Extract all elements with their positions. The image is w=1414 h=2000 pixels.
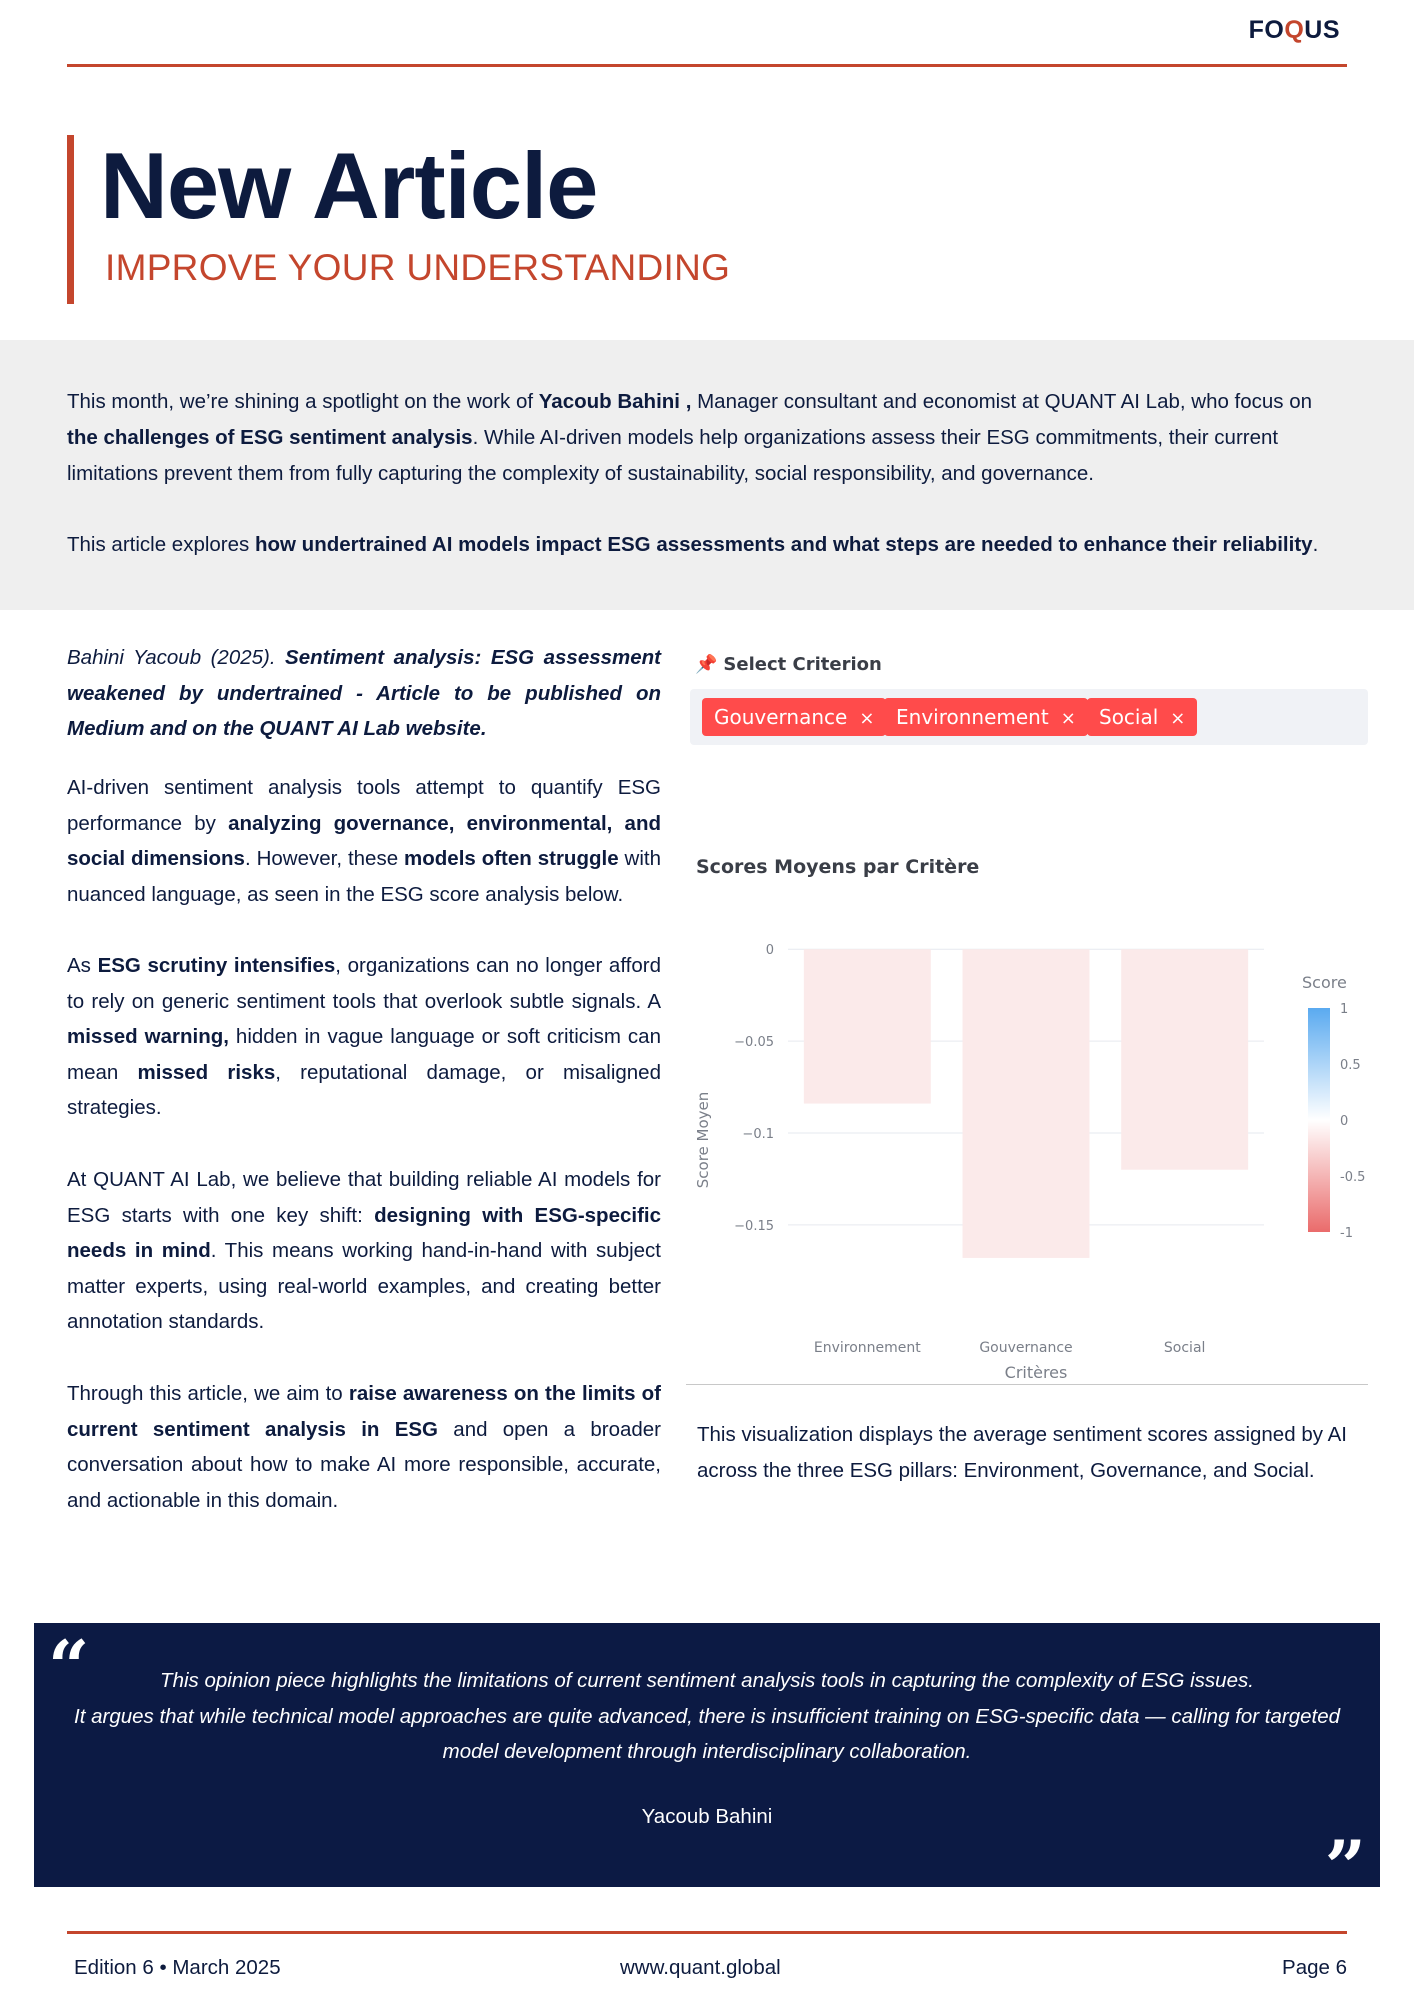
chart-caption: This visualization displays the average sentiment scores assigned by AI across the three ESG pillars: Environment, Governance, and Social.	[697, 1423, 1347, 1482]
citation: Bahini Yacoub (2025). Sentiment analysis: ESG assessment weakened by undertrained - Article to be published on Medium and on the QUANT AI Lab website.	[67, 646, 661, 741]
header-rule	[67, 64, 1347, 67]
y-axis-label: Score Moyen	[694, 1091, 712, 1189]
y-tick-label: −0.15	[734, 1218, 774, 1234]
footer-website[interactable]: www.quant.global	[620, 1956, 781, 1979]
page-title: New Article	[100, 133, 598, 238]
x-axis-label: Critères	[1004, 1363, 1068, 1380]
page-subtitle: IMPROVE YOUR UNDERSTANDING	[105, 247, 731, 288]
remove-tag-icon[interactable]: ×	[1060, 708, 1076, 729]
x-tick-label: Social	[1163, 1340, 1206, 1356]
quote-author: Yacoub Bahini	[641, 1805, 773, 1828]
y-tick-label: 0	[765, 943, 774, 959]
colorbar-tick-label: 1	[1340, 1002, 1349, 1017]
brand-logo: FOQUS	[1248, 16, 1340, 44]
body-paragraph-1: AI-driven sentiment analysis tools attempt to quantify ESG performance by analyzing governance, environmental, and social dimensions. However, these models often struggle with nuanced language, as seen in the ESG score analysis below.	[67, 776, 661, 906]
tag-social[interactable]: Social ×	[1087, 698, 1197, 736]
pull-quote	[34, 1623, 1380, 1909]
bar-social	[1121, 949, 1248, 1170]
colorbar-tick-label: -0.5	[1340, 1170, 1366, 1185]
quote-text: This opinion piece highlights the limitations of current sentiment analysis tools in capturing the complexity of ESG issues. It argues that while technical model approaches are quite advanced, there is insufficient training on ESG-specific data — calling for targeted model development through interdisciplinary collaboration.	[74, 1669, 1341, 1764]
y-tick-label: −0.1	[742, 1126, 774, 1142]
body-paragraph-2: As ESG scrutiny intensifies, organizations can no longer afford to rely on generic sentiment tools that overlook subtle signals. A missed warning, hidden in vague language or soft criticism can mean missed risks, reputational damage, or misaligned strategies.	[67, 954, 661, 1120]
colorbar-tick-label: 0	[1340, 1114, 1349, 1129]
chart-title: Scores Moyens par Critère	[696, 856, 980, 878]
bar-environnement	[804, 949, 931, 1103]
criterion-label: 📌 Select Criterion	[695, 654, 882, 675]
x-tick-label: Gouvernance	[979, 1340, 1073, 1356]
bar-chart	[686, 840, 1368, 1380]
pushpin-icon: 📌	[695, 654, 718, 675]
intro-summary: This article explores how undertrained AI models impact ESG assessments and what steps are needed to enhance their reliability.	[67, 533, 1319, 556]
remove-tag-icon[interactable]: ×	[1170, 708, 1186, 729]
close-quote-icon: ”	[1324, 1824, 1366, 1909]
body-paragraph-3: At QUANT AI Lab, we believe that building reliable AI models for ESG starts with one key shift: designing with ESG-specific needs in mind. This means working hand-in-hand with subject matter experts, using real-world examples, and creating better annotation standards.	[67, 1168, 662, 1334]
open-quote-icon: “	[48, 1624, 90, 1709]
colorbar-tick-label: -1	[1340, 1226, 1353, 1241]
x-tick-label: Environnement	[813, 1340, 921, 1356]
tag-environnement[interactable]: Environnement ×	[884, 698, 1088, 736]
tag-gouvernance[interactable]: Gouvernance ×	[702, 698, 886, 736]
footer-rule	[67, 1931, 1347, 1934]
y-tick-label: −0.05	[734, 1035, 774, 1051]
footer-page-number: Page 6	[1282, 1956, 1347, 1979]
footer-edition: Edition 6 • March 2025	[74, 1956, 281, 1979]
chart-divider	[686, 1384, 1368, 1385]
body-paragraph-4: Through this article, we aim to raise awareness on the limits of current sentiment analysis in ESG and open a broader conversation about how to make AI more responsible, accurate, and actionable in this domain.	[67, 1382, 662, 1512]
remove-tag-icon[interactable]: ×	[859, 708, 875, 729]
colorbar-title: Score	[1302, 973, 1347, 992]
colorbar	[1308, 1008, 1330, 1232]
bar-gouvernance	[963, 949, 1090, 1258]
title-accent-bar	[67, 135, 74, 304]
intro-paragraph: This month, we’re shining a spotlight on the work of Yacoub Bahini , Manager consultant and economist at QUANT AI Lab, who focus on the challenges of ESG sentiment analysis. While AI-driven models help organizations assess their ESG commitments, their current limitations prevent them from fully capturing the complexity of sustainability, social responsibility, and governance.	[67, 390, 1313, 485]
colorbar-tick-label: 0.5	[1340, 1058, 1361, 1073]
